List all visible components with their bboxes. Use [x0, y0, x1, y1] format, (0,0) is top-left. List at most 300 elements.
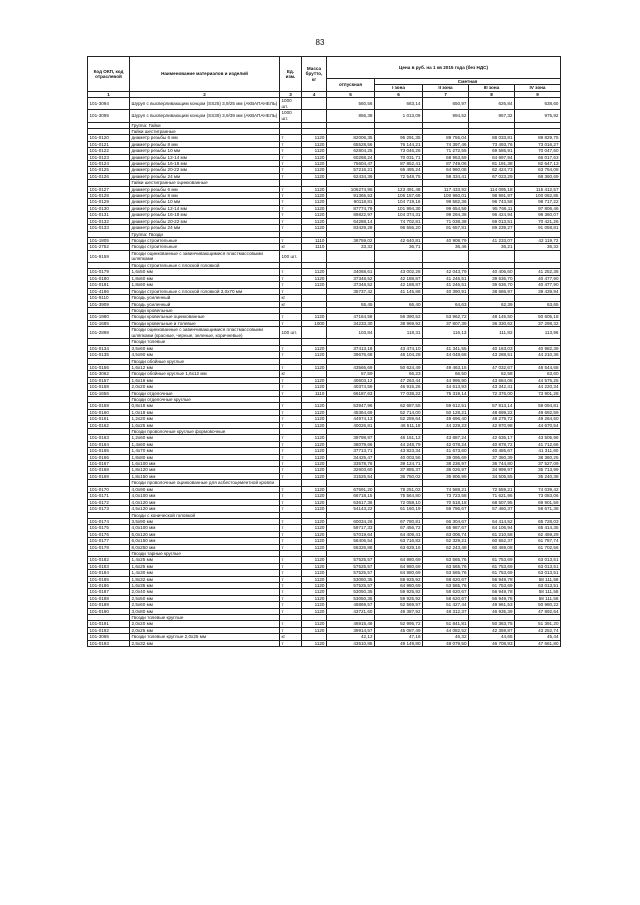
cell-zone-1-price: 52 569,97 — [375, 602, 423, 608]
cell-code: 101-0175 — [88, 525, 130, 531]
column-index: 4 — [302, 91, 327, 97]
cell-zone-3-price — [469, 250, 515, 262]
cell-unit: т — [280, 135, 302, 141]
cell-zone-1-price: 106 157,69 — [375, 193, 423, 199]
cell-unit: т — [280, 199, 302, 205]
cell-name: 6,0х150 мм — [130, 538, 280, 544]
cell-unit: кг — [280, 371, 302, 377]
cell-mass: 1120 — [302, 141, 327, 147]
cell-unit: т — [280, 154, 302, 160]
cell-zone-2-price: 40 390,91 — [423, 288, 469, 295]
cell-zone-1-price: 41 145,88 — [375, 288, 423, 295]
table-row — [88, 327, 561, 339]
cell-release-price: 56326,88 — [327, 544, 375, 550]
cell-release-price: 83429,28 — [327, 225, 375, 231]
cell-zone-1-price: 56 390,52 — [375, 314, 423, 320]
cell-release-price: 57,59 — [327, 371, 375, 377]
cell-zone-2-price: 63 565,76 — [423, 563, 469, 569]
cell-zone-4-price: 70 047,50 — [515, 148, 561, 154]
cell-code: 101-0130 — [88, 205, 130, 211]
cell-zone-4-price: 35 240,38 — [515, 473, 561, 479]
cell-zone-4-price: 58 111,58 — [515, 589, 561, 595]
cell-release-price — [327, 480, 375, 487]
cell-release-price: 66187,63 — [327, 390, 375, 396]
cell-release-price: 37348,52 — [327, 275, 375, 281]
header-release-price: отпускная — [327, 79, 375, 92]
cell-unit: т — [280, 506, 302, 512]
cell-unit: 100 шт. — [280, 250, 302, 262]
cell-zone-2-price: 48 312,37 — [423, 608, 469, 614]
cell-unit: т — [280, 422, 302, 428]
cell-zone-4-price: 63 013,51 — [515, 582, 561, 588]
cell-release-price: 39676,68 — [327, 352, 375, 358]
cell-zone-1-price: 43 474,10 — [375, 345, 423, 351]
cell-zone-2-price: 41 341,55 — [423, 345, 469, 351]
cell-zone-2-price: 51 427,44 — [423, 602, 469, 608]
cell-zone-1-price: 45 087,49 — [375, 627, 423, 633]
cell-unit: т — [280, 403, 302, 409]
cell-zone-2-price: 38 236,97 — [423, 461, 469, 467]
cell-unit: т — [280, 608, 302, 614]
cell-unit: т — [280, 275, 302, 281]
cell-release-price: 32603,60 — [327, 467, 375, 473]
cell-code: 101-9110 — [88, 295, 130, 301]
cell-code: 101-0167 — [88, 461, 130, 467]
cell-zone-3-price: 43 288,51 — [469, 352, 515, 358]
cell-mass: 1120 — [302, 403, 327, 409]
cell-name: 2,5х60 мм — [130, 602, 280, 608]
cell-zone-2-price: 73 723,58 — [423, 493, 469, 499]
cell-name: 1,6х25 мм — [130, 422, 280, 428]
cell-zone-3-price: 96 424,94 — [469, 212, 515, 218]
cell-zone-4-price: 63,65 — [515, 301, 561, 307]
cell-zone-1-price: 42 188,87 — [375, 282, 423, 288]
cell-zone-4-price: 49 264,50 — [515, 416, 561, 422]
cell-release-price: 60268,24 — [327, 154, 375, 160]
cell-zone-3-price: 64 106,94 — [469, 525, 515, 531]
cell-zone-3-price: 56 949,78 — [469, 576, 515, 582]
cell-mass: 1120 — [302, 352, 327, 358]
cell-zone-4-price: 65 728,03 — [515, 518, 561, 524]
cell-release-price: 62434,36 — [327, 173, 375, 179]
page-number: 83 — [315, 38, 325, 47]
cell-name: 4,5х120 мм — [130, 506, 280, 512]
cell-release-price: 64288,14 — [327, 218, 375, 224]
cell-unit: т — [280, 627, 302, 633]
cell-zone-2-price: 58 620,67 — [423, 576, 469, 582]
cell-name: Гвозди строительные — [130, 244, 280, 250]
cell-mass: 1120 — [302, 364, 327, 370]
cell-zone-3-price: 626,84 — [469, 98, 515, 110]
cell-zone-4-price: 41 252,36 — [515, 269, 561, 275]
cell-unit: т — [280, 640, 302, 646]
cell-name: 1,2х60 мм — [130, 435, 280, 441]
cell-unit: т — [280, 557, 302, 563]
cell-code: 101-0135 — [88, 352, 130, 358]
cell-code: 101-0176 — [88, 531, 130, 537]
cell-unit: т — [280, 193, 302, 199]
cell-name: Гвозди строительные — [130, 237, 280, 243]
cell-zone-3-price: 37 360,39 — [469, 454, 515, 460]
cell-release-price: 103,84 — [327, 327, 375, 339]
cell-code: 101-0125 — [88, 167, 130, 173]
cell-zone-4-price: 70 421,26 — [515, 218, 561, 224]
cell-unit: т — [280, 570, 302, 576]
cell-code: 101-0133 — [88, 225, 130, 231]
cell-zone-1-price: 66,23 — [375, 371, 423, 377]
cell-release-price: 55,45 — [327, 301, 375, 307]
cell-zone-3-price: 47 032,67 — [469, 364, 515, 370]
cell-zone-3-price: 38 686,97 — [469, 288, 515, 295]
cell-zone-4-price: 59 094,81 — [515, 403, 561, 409]
cell-code: 101-0183 — [88, 563, 130, 569]
cell-mass: 1120 — [302, 314, 327, 320]
cell-zone-1-price: 66 485,24 — [375, 167, 423, 173]
cell-zone-3-price: 36 744,80 — [469, 461, 515, 467]
cell-zone-3-price: 42 359,87 — [469, 627, 515, 633]
cell-zone-1-price: 46 104,28 — [375, 352, 423, 358]
cell-code: 101-4186 — [88, 288, 130, 295]
cell-name: 1,6х35 мм — [130, 582, 280, 588]
cell-mass: 1000 — [302, 320, 327, 326]
cell-release-price: 36759,02 — [327, 237, 375, 243]
cell-mass: 1120 — [302, 608, 327, 614]
cell-zone-1-price: 64 980,69 — [375, 570, 423, 576]
cell-zone-4-price: 42 119,72 — [515, 237, 561, 243]
cell-release-price: 60034,26 — [327, 518, 375, 524]
cell-name: диаметр резьбы 10 мм — [130, 199, 280, 205]
cell-name: 1,6х12 мм — [130, 364, 280, 370]
cell-mass: 1120 — [302, 493, 327, 499]
cell-name: Гвозди отделочные — [130, 390, 280, 396]
cell-name: 1,2х20 мм — [130, 416, 280, 422]
cell-mass: 1120 — [302, 473, 327, 479]
cell-unit: т — [280, 167, 302, 173]
cell-code: 101-9159 — [88, 250, 130, 262]
cell-release-price: 62804,25 — [327, 148, 375, 154]
cell-code: 101-1685 — [88, 320, 130, 326]
cell-zone-1-price: 78 251,02 — [375, 486, 423, 492]
cell-zone-3-price: 57 460,37 — [469, 506, 515, 512]
cell-zone-1-price: 44 248,79 — [375, 441, 423, 447]
cell-zone-4-price: 98 717,22 — [515, 199, 561, 205]
cell-name: 1,0х18 мм — [130, 409, 280, 415]
cell-mass — [302, 288, 327, 295]
cell-name: диаметр резьбы 12-14 мм — [130, 154, 280, 160]
cell-mass: 1120 — [302, 461, 327, 467]
cell-code: 101-2898 — [88, 327, 130, 339]
cell-name: диаметр резьбы 20-22 мм — [130, 167, 280, 173]
cell-zone-1-price: 118,31 — [375, 327, 423, 339]
cell-zone-4-price: 45,44 — [515, 634, 561, 640]
cell-code: 101-0121 — [88, 141, 130, 147]
cell-zone-1-price: 123 491,48 — [375, 186, 423, 192]
cell-name: 3,5х90 мм — [130, 518, 280, 524]
cell-code: 101-0182 — [88, 557, 130, 563]
cell-release-price: 40603,12 — [327, 377, 375, 383]
cell-mass: 1120 — [302, 416, 327, 422]
cell-name: диаметр резьбы 6 мм — [130, 135, 280, 141]
cell-zone-3-price: 98 991,97 — [469, 193, 515, 199]
cell-name: 1,4х70 мм — [130, 448, 280, 454]
cell-name: Гвозди обойные круглые — [130, 358, 280, 364]
cell-zone-1-price: 49 149,80 — [375, 640, 423, 646]
cell-unit: т — [280, 448, 302, 454]
cell-zone-2-price: 59 612,51 — [423, 403, 469, 409]
cell-zone-3-price: 68 507,95 — [469, 499, 515, 505]
cell-code: 101-0192 — [88, 627, 130, 633]
cell-zone-1-price: 52 995,72 — [375, 621, 423, 627]
cell-unit: т — [280, 148, 302, 154]
cell-zone-3-price: 41 233,07 — [469, 237, 515, 243]
cell-unit: т — [280, 486, 302, 492]
cell-name: диаметр резьбы 24 мм — [130, 225, 280, 231]
cell-code: 101-3095 — [88, 110, 130, 122]
cell-zone-2-price — [423, 250, 469, 262]
cell-zone-1-price: 72 058,10 — [375, 499, 423, 505]
cell-zone-4-price: 50 605,18 — [515, 314, 561, 320]
cell-zone-3-price: 50 363,75 — [469, 621, 515, 627]
cell-release-price: 56406,54 — [327, 538, 375, 544]
cell-release-price: 87774,79 — [327, 205, 375, 211]
cell-unit: т — [280, 141, 302, 147]
cell-release-price: 43510,85 — [327, 640, 375, 646]
table-header — [88, 57, 561, 98]
cell-unit: т — [280, 173, 302, 179]
header-code: Код ОКП, код отраслевой — [88, 57, 130, 92]
cell-unit: т — [280, 518, 302, 524]
cell-mass — [302, 98, 327, 110]
cell-unit: т — [280, 621, 302, 627]
column-index: 9 — [515, 91, 561, 97]
cell-zone-4-price: 74 039,42 — [515, 486, 561, 492]
cell-zone-3-price: 43 342,41 — [469, 384, 515, 390]
cell-code: 101-3094 — [88, 98, 130, 110]
cell-zone-2-price: 44 995,90 — [423, 377, 469, 383]
cell-mass: 1110 — [302, 237, 327, 243]
cell-code — [88, 480, 130, 487]
cell-release-price: 43566,69 — [327, 364, 375, 370]
cell-zone-3-price: 61 210,58 — [469, 531, 515, 537]
cell-code: 101-1980 — [88, 314, 130, 320]
cell-name: 2,0х40 мм — [130, 589, 280, 595]
cell-zone-2-price: 100 960,01 — [423, 193, 469, 199]
cell-zone-4-price: 975,92 — [515, 110, 561, 122]
cell-name: диаметр резьбы 16-18 мм — [130, 161, 280, 167]
cell-zone-2-price: 116,13 — [423, 327, 469, 339]
cell-mass: 1120 — [302, 538, 327, 544]
cell-zone-1-price: 76 144,21 — [375, 141, 423, 147]
cell-zone-1-price: 64 409,41 — [375, 531, 423, 537]
cell-name: Гвозди толевые — [130, 339, 280, 345]
cell-code: 101-0157 — [88, 377, 130, 383]
cell-mass: 1120 — [302, 602, 327, 608]
cell-zone-4-price: 73 016,27 — [515, 141, 561, 147]
table-row — [88, 288, 561, 295]
cell-zone-4-price: 43 252,74 — [515, 627, 561, 633]
cell-mass: 1120 — [302, 173, 327, 179]
cell-zone-4-price: 61 787,74 — [515, 538, 561, 544]
cell-unit: т — [280, 320, 302, 326]
cell-zone-3-price: 62,58 — [469, 371, 515, 377]
cell-name: Гвозди кровельные — [130, 307, 280, 313]
cell-zone-3-price: 48 279,72 — [469, 416, 515, 422]
cell-unit: т — [280, 499, 302, 505]
cell-mass: 1120 — [302, 627, 327, 633]
cell-name: Группа: Гвозди — [130, 231, 280, 237]
cell-name: Гвоздь усиленный — [130, 301, 280, 307]
cell-release-price — [327, 250, 375, 262]
cell-mass: 1120 — [302, 186, 327, 192]
cell-name: 1,8х60 мм — [130, 275, 280, 281]
cell-mass: 1120 — [302, 212, 327, 218]
cell-mass: 1120 — [302, 595, 327, 601]
cell-name: диаметр резьбы 12-14 мм — [130, 205, 280, 211]
cell-zone-2-price: 994,52 — [423, 110, 469, 122]
cell-zone-4-price: 100 062,85 — [515, 193, 561, 199]
cell-name: 1,6х16 мм — [130, 377, 280, 383]
cell-zone-3-price: 57 913,14 — [469, 403, 515, 409]
cell-unit: т — [280, 589, 302, 595]
cell-zone-1-price: 64 980,69 — [375, 557, 423, 563]
cell-zone-1-price: 70 031,71 — [375, 154, 423, 160]
cell-code: 101-0191 — [88, 621, 130, 627]
cell-mass: 1120 — [302, 282, 327, 288]
header-unit: Ед. изм. — [280, 57, 302, 92]
cell-code: 101-0193 — [88, 640, 130, 646]
cell-zone-1-price: 42 188,87 — [375, 275, 423, 281]
cell-name: Гвозди проволочные оцинкованные для асбестоцементной кровли — [130, 480, 280, 487]
header-mass: Масса брутто, кг — [302, 57, 327, 92]
cell-zone-1-price: 47,16 — [375, 634, 423, 640]
cell-zone-2-price: 49 463,15 — [423, 364, 469, 370]
cell-code: 101-0158 — [88, 384, 130, 390]
cell-release-price: 53050,35 — [327, 589, 375, 595]
cell-mass: 1120 — [302, 409, 327, 415]
cell-release-price: 39798,97 — [327, 435, 375, 441]
cell-zone-3-price: 957,32 — [469, 110, 515, 122]
cell-zone-2-price: 41 246,51 — [423, 275, 469, 281]
cell-name: 4,0х100 мм — [130, 525, 280, 531]
cell-zone-4-price: 61 702,56 — [515, 544, 561, 550]
header-zone-1: I зона — [375, 85, 423, 91]
cell-zone-4-price: 63 013,51 — [515, 563, 561, 569]
cell-unit: кг — [280, 295, 302, 301]
cell-release-price: 54143,22 — [327, 506, 375, 512]
cell-zone-2-price: 63 565,76 — [423, 582, 469, 588]
cell-zone-1-price: 63 629,16 — [375, 544, 423, 550]
cell-zone-2-price: 43 887,24 — [423, 435, 469, 441]
cell-code: 101-0190 — [88, 608, 130, 614]
column-index: 3 — [280, 91, 302, 97]
cell-unit: т — [280, 538, 302, 544]
cell-release-price: 34233,30 — [327, 320, 375, 326]
cell-release-price: 37713,71 — [327, 448, 375, 454]
cell-code: 101-0161 — [88, 416, 130, 422]
cell-zone-4-price: 69 901,59 — [515, 499, 561, 505]
cell-name: диаметр резьбы 8 мм — [130, 193, 280, 199]
cell-code: 101-2752 — [88, 244, 130, 250]
cell-mass: 1120 — [302, 506, 327, 512]
cell-mass: 1120 — [302, 218, 327, 224]
cell-mass — [302, 480, 327, 487]
cell-zone-4-price: 98 360,07 — [515, 212, 561, 218]
cell-release-price: 89822,97 — [327, 212, 375, 218]
cell-code: 101-0123 — [88, 154, 130, 160]
cell-zone-2-price: 99 582,36 — [423, 199, 469, 205]
cell-mass: 1120 — [302, 275, 327, 281]
cell-mass: 1120 — [302, 435, 327, 441]
cell-zone-3-price: 40 163,03 — [469, 345, 515, 351]
cell-zone-1-price: 37 885,37 — [375, 467, 423, 473]
cell-name: Гвозди толевые круглые 2,0х25 мм — [130, 634, 280, 640]
cell-zone-3-price: 81 191,38 — [469, 161, 515, 167]
cell-unit: т — [280, 473, 302, 479]
cell-name: 1,6х50 мм — [130, 269, 280, 275]
cell-zone-3-price: 69 586,91 — [469, 148, 515, 154]
cell-name: 2,0х25 мм — [130, 627, 280, 633]
cell-release-price: 65528,56 — [327, 141, 375, 147]
cell-code: 101-0186 — [88, 582, 130, 588]
cell-unit: т — [280, 461, 302, 467]
cell-code: 101-0156 — [88, 364, 130, 370]
cell-zone-1-price: 64 980,69 — [375, 582, 423, 588]
cell-name: Гвозди тарные круглые — [130, 550, 280, 556]
cell-zone-1-price: 39 124,71 — [375, 461, 423, 467]
cell-name: 1,8х60 мм — [130, 282, 280, 288]
cell-release-price: 35737,42 — [327, 288, 375, 295]
cell-code: 101-0127 — [88, 186, 130, 192]
cell-zone-4-price: 58 111,58 — [515, 595, 561, 601]
cell-zone-3-price: 95 766,11 — [469, 205, 515, 211]
cell-code: 101-0181 — [88, 282, 130, 288]
cell-zone-2-price: 91 657,81 — [423, 225, 469, 231]
cell-name: 1,6х100 мм — [130, 461, 280, 467]
cell-zone-1-price: 64 980,69 — [375, 563, 423, 569]
header-estimate-price: Сметная — [375, 79, 561, 85]
cell-release-price: 33,32 — [327, 244, 375, 250]
cell-unit: т — [280, 467, 302, 473]
cell-unit: т — [280, 364, 302, 370]
cell-release-price: 53050,35 — [327, 576, 375, 582]
cell-code: 101-0184 — [88, 570, 130, 576]
cell-code: 101-0129 — [88, 199, 130, 205]
cell-zone-1-price: 59 925,92 — [375, 589, 423, 595]
cell-zone-4-price: 39 439,94 — [515, 288, 561, 295]
cell-name: диаметр резьбы 16-18 мм — [130, 212, 280, 218]
cell-name: 1,8х32 мм — [130, 576, 280, 582]
cell-release-price: 75604,47 — [327, 161, 375, 167]
cell-zone-2-price: 70 518,18 — [423, 499, 469, 505]
table-row — [88, 250, 561, 262]
cell-zone-2-price: 39 095,69 — [423, 454, 469, 460]
cell-mass: 1120 — [302, 148, 327, 154]
cell-name: 5,0х120 мм — [130, 531, 280, 537]
cell-code: 101-0188 — [88, 595, 130, 601]
cell-code: 101-0168 — [88, 467, 130, 473]
cell-name: диаметр резьбы 24 мм — [130, 173, 280, 179]
cell-name: диаметр резьбы 20-22 мм — [130, 218, 280, 224]
cell-unit: т — [280, 525, 302, 531]
column-index: 5 — [327, 91, 375, 97]
cell-unit: т — [280, 237, 302, 243]
cell-zone-3-price: 61 753,69 — [469, 563, 515, 569]
cell-zone-2-price: 65 987,67 — [423, 525, 469, 531]
cell-name: диаметр резьбы 8 мм — [130, 141, 280, 147]
cell-zone-3-price: 56 949,78 — [469, 595, 515, 601]
cell-code: 101-0163 — [88, 435, 130, 441]
cell-zone-4-price: 73 083,06 — [515, 493, 561, 499]
